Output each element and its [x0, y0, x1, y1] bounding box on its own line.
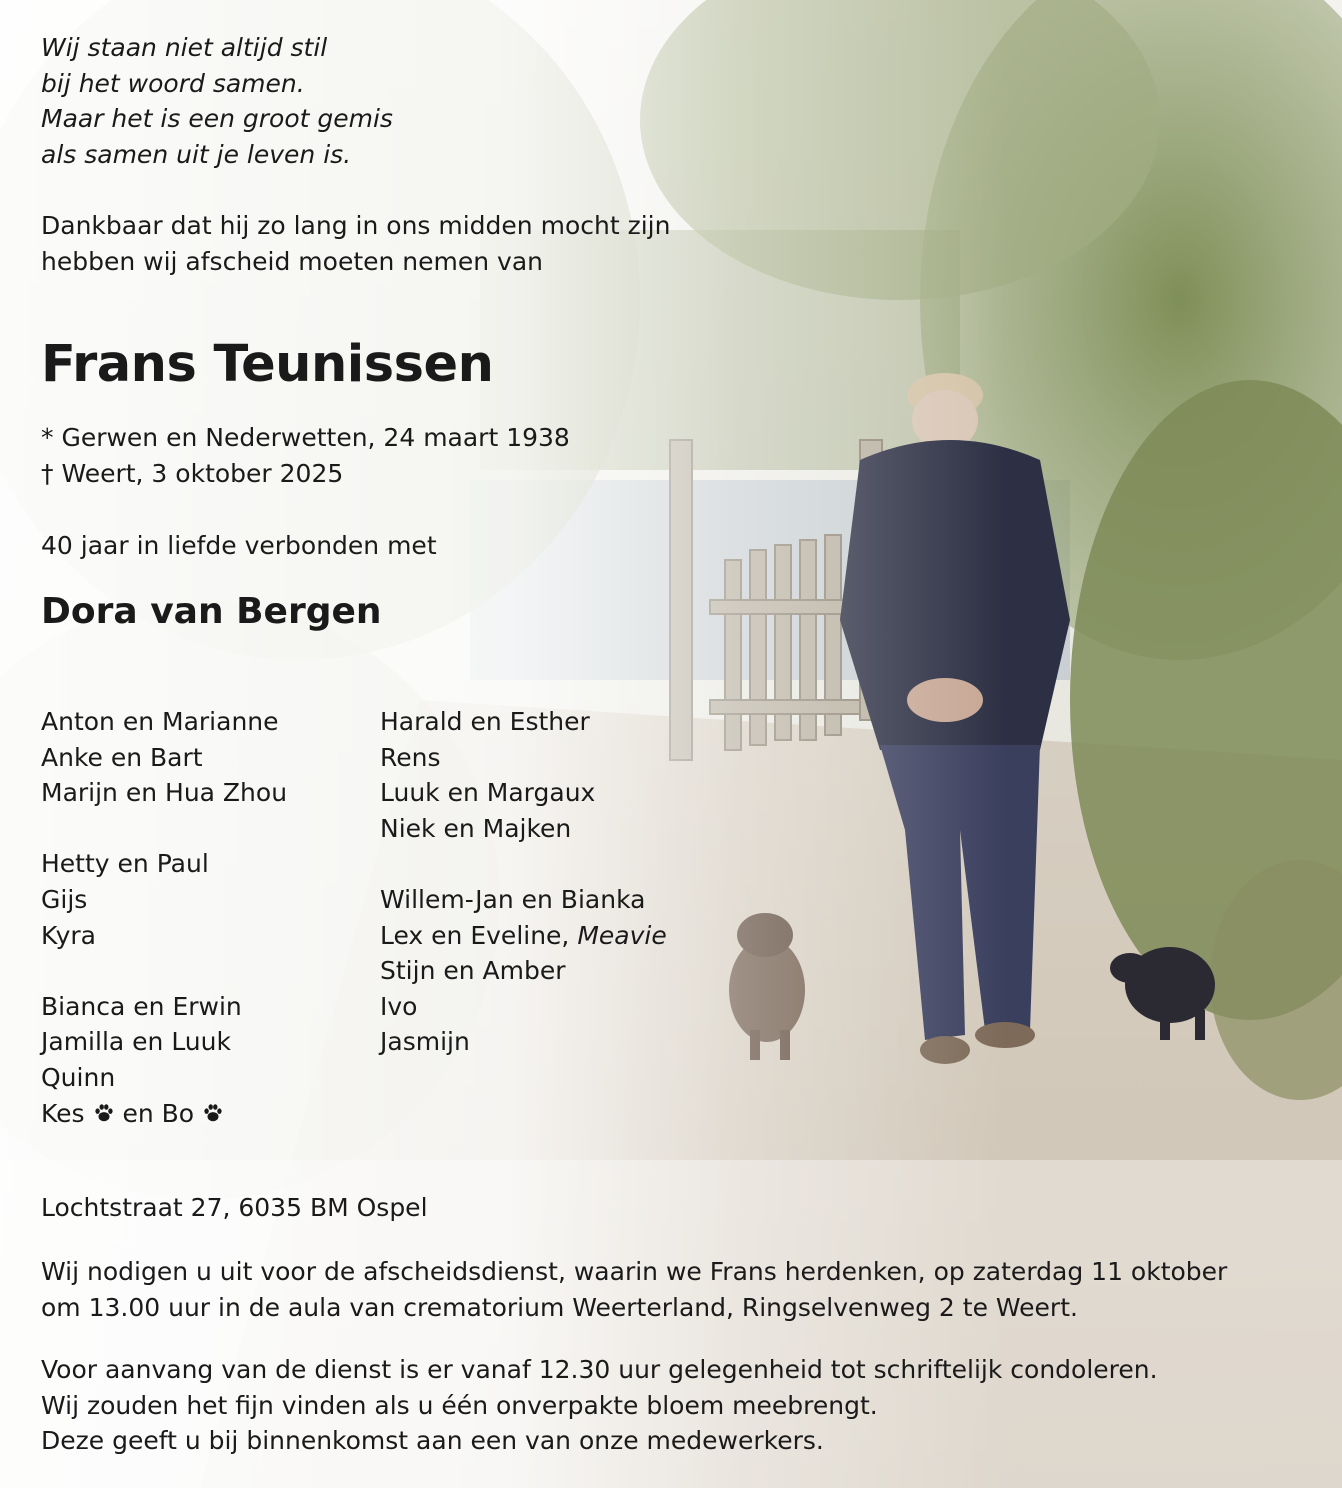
family-member: Jamilla en Luuk [41, 1027, 231, 1057]
family-member [380, 918, 667, 954]
paw-icon [93, 1102, 115, 1124]
family-right-column [380, 704, 667, 1060]
closing-line: Wij zouden het fijn vinden als u één onverpakte bloem meebrengt. [41, 1390, 878, 1420]
family-left-column [41, 704, 287, 1131]
address: Lochtstraat 27, 6035 BM Ospel [41, 1193, 428, 1222]
poem-line: bij het woord samen. [41, 68, 305, 98]
family-member: Marijn en Hua Zhou [41, 778, 288, 808]
family-member: Kyra [41, 920, 96, 950]
closing-notes [41, 1352, 1158, 1459]
birth-date: * Gerwen en Nederwetten, 24 maart 1938 [41, 423, 570, 452]
family-member: Willem-Jan en Bianka [380, 884, 646, 914]
family-member: Harald en Esther [380, 707, 590, 736]
family-member-couple: Lex en Eveline, [380, 920, 570, 950]
family-member: Ivo [380, 991, 418, 1021]
intro [41, 208, 670, 279]
invitation-line: Wij nodigen u uit voor de afscheidsdienst, waarin we Frans herdenken, op zaterdag 11 oktober [41, 1257, 1228, 1286]
intro-line: Dankbaar dat hij zo lang in ons midden mocht zijn [41, 211, 671, 240]
family-member: Quinn [41, 1062, 116, 1092]
pet-name: en Bo [122, 1098, 195, 1128]
family-member: Hetty en Paul [41, 849, 209, 879]
family-member: Gijs [41, 884, 88, 914]
family-member: Jasmijn [380, 1027, 470, 1057]
family-member-pets [41, 1096, 287, 1132]
life-dates [41, 420, 570, 491]
family-member: Rens [380, 742, 441, 772]
poem-line: als samen uit je leven is. [41, 139, 352, 169]
paw-icon [202, 1102, 224, 1124]
family-member: Anke en Bart [41, 742, 203, 772]
family-member: Bianca en Erwin [41, 991, 242, 1021]
family-member: Anton en Marianne [41, 707, 279, 736]
death-date: † Weert, 3 oktober 2025 [41, 458, 344, 488]
family-member: Niek en Majken [380, 813, 572, 843]
intro-line: hebben wij afscheid moeten nemen van [41, 246, 544, 276]
deceased-name: Frans Teunissen [41, 335, 494, 394]
family-member: Stijn en Amber [380, 956, 566, 986]
pet-name: Kes [41, 1098, 85, 1128]
poem-line: Wij staan niet altijd stil [41, 33, 328, 62]
invitation [41, 1254, 1227, 1325]
poem-line: Maar het is een groot gemis [41, 104, 393, 134]
invitation-line: om 13.00 uur in de aula van crematorium Weerterland, Ringselvenweg 2 te Weert. [41, 1292, 1078, 1322]
partner-name: Dora van Bergen [41, 591, 382, 632]
closing-line: Deze geeft u bij binnenkomst aan een van onze medewerkers. [41, 1426, 824, 1456]
poem [41, 30, 393, 172]
partner-line: 40 jaar in liefde verbonden met [41, 531, 437, 560]
family-member: Luuk en Margaux [380, 778, 596, 808]
closing-line: Voor aanvang van de dienst is er vanaf 12.30 uur gelegenheid tot schriftelijk condoleren. [41, 1355, 1158, 1384]
family-member-child: Meavie [577, 920, 667, 950]
